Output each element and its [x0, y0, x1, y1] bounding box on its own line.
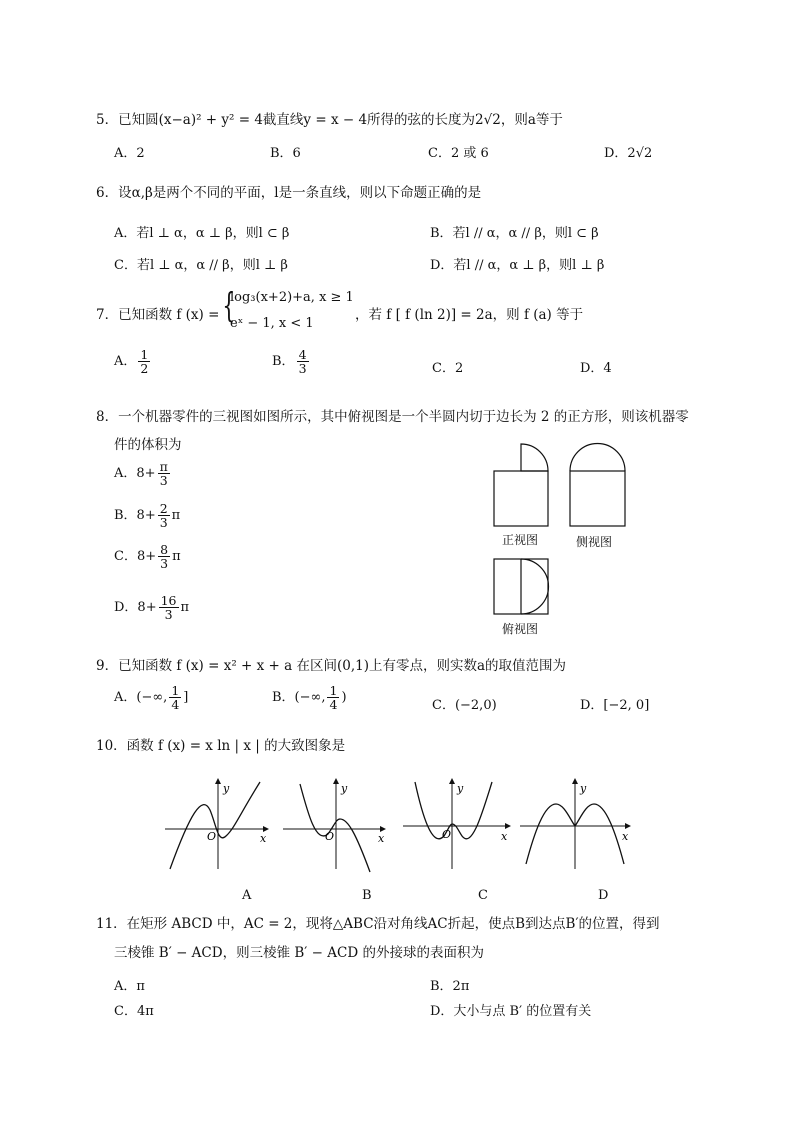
- q5-option-b: B．6: [270, 146, 301, 161]
- q9-option-b-frac: [327, 684, 339, 711]
- frac-num: 16: [160, 593, 177, 608]
- q8-option-a-frac: [158, 460, 170, 487]
- q7-option-a-label: A．: [114, 354, 137, 370]
- caption-top-view: 俯视图: [502, 622, 539, 636]
- graph-label-d: D: [598, 888, 609, 903]
- q10-graphs: [160, 774, 640, 874]
- q7-option-d: D．4: [580, 361, 612, 376]
- frac-num: 1: [171, 683, 180, 698]
- q9-option-a: [114, 684, 188, 711]
- q8-option-a: [114, 460, 172, 487]
- frac-den: 2: [140, 361, 149, 377]
- frac-num: 1: [329, 683, 338, 698]
- q7-prefix: 7．已知函数 f (x) =: [96, 307, 220, 323]
- q7-case-2: eˣ − 1, x < 1: [230, 316, 314, 331]
- q8-stem-line1: 8．一个机器零件的三视图如图所示，其中俯视图是一个半圆内切于边长为 2 的正方形，则该机器零: [96, 409, 689, 425]
- frac-den: 4: [171, 697, 180, 713]
- q9-option-a-pre: A．(−∞,: [114, 690, 168, 706]
- frac-den: 3: [159, 515, 168, 531]
- side-view: [570, 444, 625, 526]
- q11-option-b: B．2π: [430, 979, 470, 994]
- graph-a-y-label: y: [223, 782, 230, 795]
- q7-option-a: [114, 348, 152, 375]
- graph-b: [283, 779, 385, 872]
- q7-option-a-frac: [138, 348, 150, 375]
- frac-num: 8: [160, 542, 169, 557]
- graph-b-origin: O: [325, 830, 335, 843]
- q8-option-c-post: π: [172, 549, 181, 565]
- q11-option-a: A．π: [114, 979, 145, 994]
- q10-stem: 10．函数 f (x) = x ln | x | 的大致图象是: [96, 738, 346, 754]
- frac-num: π: [159, 459, 168, 474]
- graph-b-curve: [300, 784, 370, 872]
- q6-option-a: A．若l ⊥ α，α ⊥ β，则l ⊂ β: [114, 226, 290, 241]
- q8-option-d-pre: D．8+: [114, 600, 157, 616]
- q6-stem: 6．设α,β是两个不同的平面，l是一条直线，则以下命题正确的是: [96, 185, 482, 201]
- q5-stem: 5．已知圆(x−a)² + y² = 4截直线y = x − 4所得的弦的长度为2√2，则a等于: [96, 112, 563, 128]
- q6-option-c: C．若l ⊥ α，α // β，则l ⊥ β: [114, 258, 288, 273]
- q11-option-d: D．大小与点 B′ 的位置有关: [430, 1004, 592, 1019]
- graph-b-x-label: x: [378, 832, 385, 845]
- frac-den: 3: [159, 473, 168, 489]
- q5-option-a: A．2: [114, 146, 145, 161]
- top-view: [494, 559, 549, 614]
- graph-c-curve: [415, 782, 492, 839]
- graph-label-a: A: [242, 888, 252, 903]
- frac-den: 4: [329, 697, 338, 713]
- frac-den: 3: [164, 607, 173, 623]
- q7-option-c: C．2: [432, 361, 464, 376]
- q7-suffix: ，若 f [ f (ln 2)] = 2a，则 f (a) 等于: [355, 307, 584, 323]
- q11-stem-line2: 三棱锥 B′ − ACD，则三棱锥 B′ − ACD 的外接球的表面积为: [114, 945, 484, 961]
- frac-num: 2: [159, 501, 168, 516]
- graph-c-origin: O: [442, 828, 452, 841]
- caption-front-view: 正视图: [502, 533, 539, 547]
- graph-label-b: B: [362, 888, 372, 903]
- caption-side-view: 侧视图: [576, 535, 613, 549]
- q9-option-b: [272, 684, 347, 711]
- graph-d: [520, 779, 630, 869]
- q7-option-b-frac: [297, 348, 309, 375]
- q9-option-c: C．(−2,0): [432, 698, 497, 713]
- graph-a-curve: [170, 782, 260, 869]
- q9-option-b-pre: B．(−∞,: [272, 690, 326, 706]
- q8-option-b-pre: B．8+: [114, 508, 156, 524]
- q8-option-d: [114, 594, 189, 621]
- q5-option-d: D．2√2: [604, 146, 653, 161]
- q8-option-c-pre: C．8+: [114, 549, 157, 565]
- graph-a: [165, 779, 268, 869]
- side-view-semicircle: [570, 444, 625, 471]
- q9-stem: 9．已知函数 f (x) = x² + x + a 在区间(0,1)上有零点，则实数a的取值范围为: [96, 658, 567, 674]
- q8-option-c-frac: [158, 543, 170, 570]
- q7-case-1: log₃(x+2)+a, x ≥ 1: [230, 290, 354, 305]
- graph-c: [403, 779, 510, 869]
- q8-option-b-post: π: [171, 508, 181, 524]
- front-view-square: [494, 471, 548, 526]
- graph-d-y-label: y: [580, 782, 587, 795]
- frac-den: 3: [160, 556, 169, 572]
- graph-d-x-label: x: [622, 830, 629, 843]
- frac-num: 4: [298, 347, 307, 362]
- graph-c-y-label: y: [457, 782, 464, 795]
- graph-a-origin: O: [207, 830, 217, 843]
- q8-option-d-frac: [159, 594, 179, 621]
- q8-option-b: [114, 502, 180, 529]
- q6-option-d: D．若l // α，α ⊥ β，则l ⊥ β: [430, 258, 605, 273]
- side-view-square: [570, 471, 625, 526]
- top-view-semicircle: [521, 559, 549, 614]
- q11-stem-line1: 11．在矩形 ABCD 中，AC = 2，现将△ABC沿对角线AC折起，使点B到达点B′的位置，得到: [96, 916, 660, 932]
- q7-option-b: [272, 348, 311, 375]
- q8-option-b-frac: [158, 502, 170, 529]
- q7-brace: {: [222, 286, 236, 326]
- q5-option-c: C．2 或 6: [428, 146, 489, 161]
- graph-a-x-label: x: [260, 832, 267, 845]
- graph-c-x-label: x: [501, 830, 508, 843]
- graph-label-c: C: [478, 888, 488, 903]
- q8-option-d-post: π: [180, 600, 190, 616]
- q9-option-b-post: ): [341, 690, 347, 706]
- frac-num: 1: [140, 347, 149, 362]
- graph-b-y-label: y: [341, 782, 348, 795]
- q7-option-b-label: B．: [272, 354, 295, 370]
- frac-den: 3: [298, 361, 307, 377]
- q11-option-c: C．4π: [114, 1004, 154, 1019]
- q8-stem-line2: 件的体积为: [114, 437, 182, 453]
- q6-option-b: B．若l // α，α // β，则l ⊂ β: [430, 226, 599, 241]
- q8-option-a-pre: A．8+: [114, 466, 156, 482]
- q9-option-a-frac: [169, 684, 181, 711]
- q9-option-d: D．[−2, 0]: [580, 698, 650, 713]
- q9-option-a-post: ]: [183, 690, 189, 706]
- front-view: [494, 444, 548, 526]
- q8-option-c: [114, 543, 181, 570]
- front-view-quarter-circle: [521, 444, 548, 471]
